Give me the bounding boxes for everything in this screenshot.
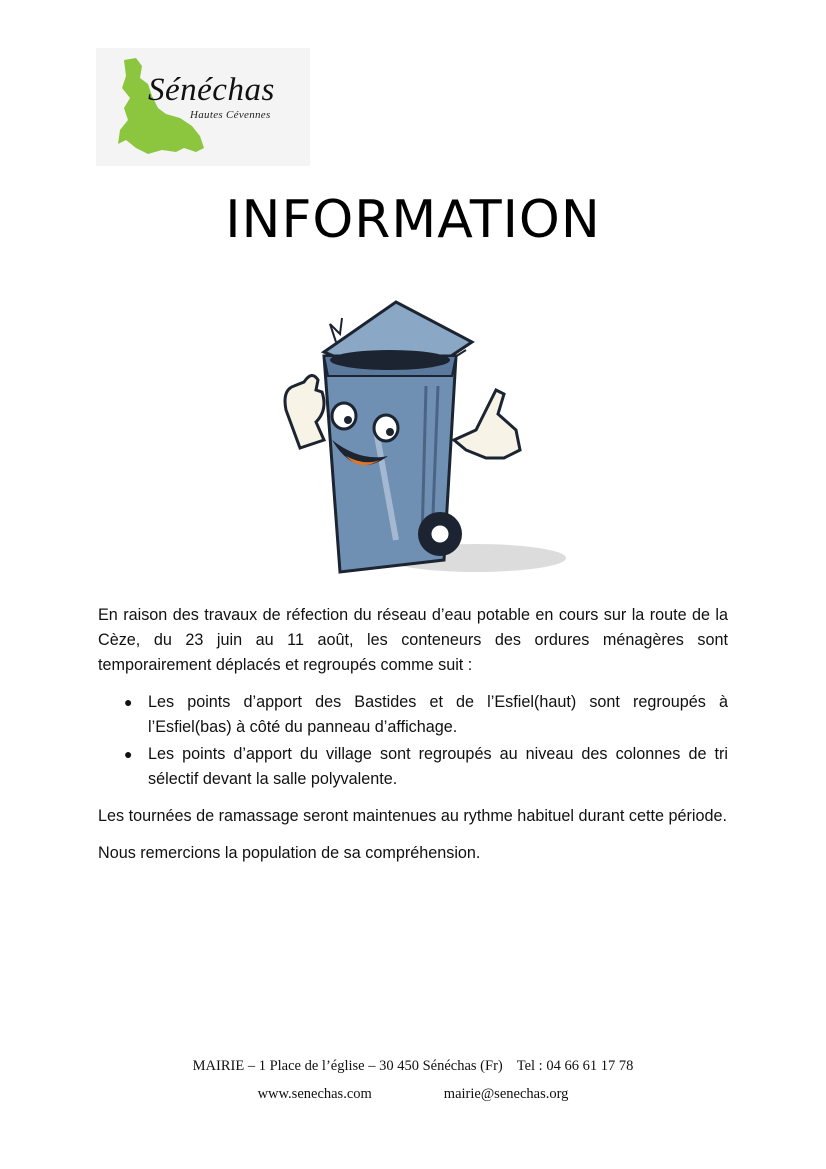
bullet-icon: ●: [124, 694, 133, 710]
collection-rounds-paragraph: Les tournées de ramassage seront maintenues au rythme habituel durant cette période.: [98, 807, 727, 825]
page-title: INFORMATION: [225, 190, 601, 250]
relocation-list: [98, 690, 728, 792]
footer-contact-line: [0, 1058, 826, 1075]
list-item-text: Les points d’apport des Bastides et de l’Esfiel(haut) sont regroupés à l’Esfiel(bas) à côté du panneau d’affichage.: [148, 693, 728, 736]
logo-name: Sénéchas: [148, 72, 275, 108]
logo-subtitle: Hautes Cévennes: [190, 109, 271, 121]
list-item: [124, 742, 728, 792]
footer-website-link[interactable]: www.senechas.com: [257, 1086, 372, 1102]
footer-phone: Tel : 04 66 61 17 78: [516, 1058, 634, 1074]
trash-bin-illustration: [276, 290, 576, 586]
notice-body: [98, 603, 728, 866]
footer-address: MAIRIE – 1 Place de l’église – 30 450 Sénéchas (Fr): [192, 1058, 503, 1074]
footer: [0, 1058, 826, 1103]
list-item: [124, 690, 728, 740]
list-item-text: Les points d’apport du village sont regroupés au niveau des colonnes de tri sélectif devant la salle polyvalente.: [148, 745, 728, 788]
municipality-logo: [96, 48, 310, 166]
footer-email-link[interactable]: mairie@senechas.org: [443, 1086, 569, 1102]
intro-paragraph: En raison des travaux de réfection du réseau d’eau potable en cours sur la route de la Cèze, du 23 juin au 11 août, les conteneurs des ordures ménagères sont temporairement déplacés et regroupés comme suit :: [98, 606, 728, 674]
smiling-trash-bin-icon: [276, 290, 576, 586]
bullet-icon: ●: [124, 746, 133, 762]
thanks-paragraph: Nous remercions la population de sa compréhension.: [98, 844, 481, 862]
footer-web-line: [0, 1086, 826, 1103]
